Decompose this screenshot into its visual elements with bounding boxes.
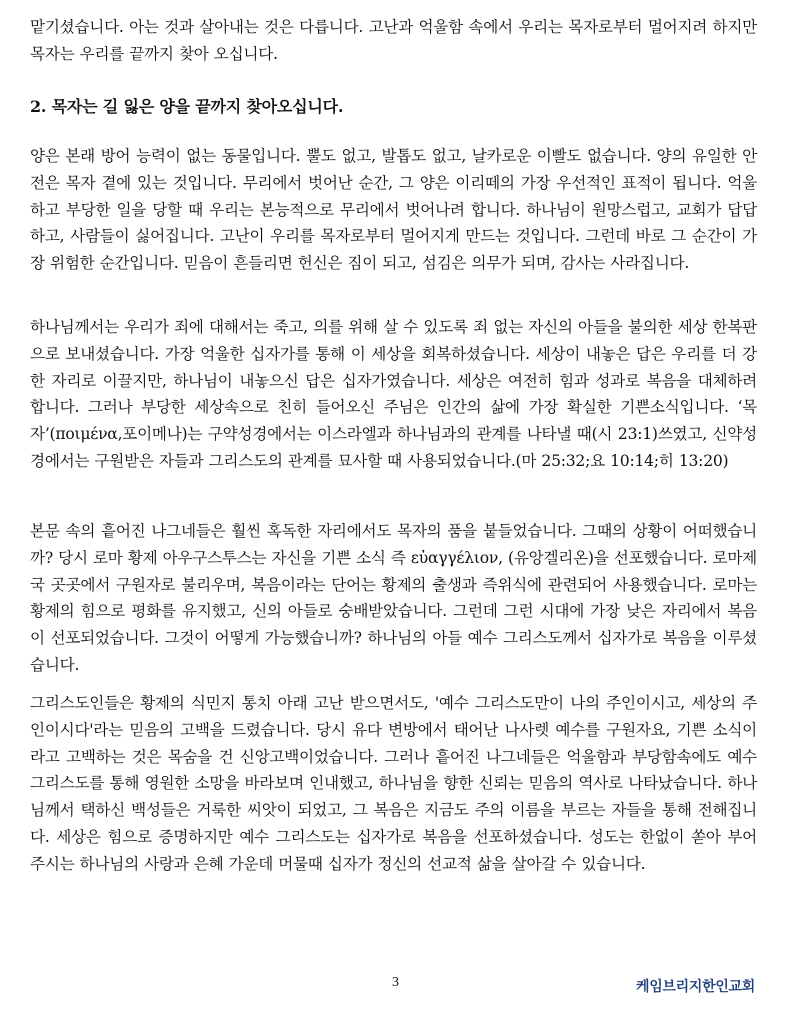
church-name-footer: 케임브리지한인교회 (635, 979, 755, 995)
section-heading-2: 2. 목자는 길 잃은 양을 끝까지 찾아오십니다. (30, 97, 344, 116)
paragraph-2: 양은 본래 방어 능력이 없는 동물입니다. 뿔도 없고, 발톱도 없고, 날카로운 이빨도 없습니다. 양의 유일한 안전은 목자 곁에 있는 것입니다. 무리에서 벗어난 순간, 그 양은 이리떼의 가장 우선적인 표적이 됩니다. 억울하고 부당한 일을 당할 때 우리는 본능적으로 무리에서 벗어나려 합니다. 하나님이 원망스럽고, 교회가 답답하고, 사람들이 싫어집니다. 고난이 우리를 목자로부터 멀어지게 만드는 것입니다. 그런데 바로 그 순간이 가장 위험한 순간입니다. 믿음이 흔들리면 헌신은 짐이 되고, 섬김은 의무가 되며, 감사는 사라집니다. (30, 147, 757, 273)
paragraph-5: 그리스도인들은 황제의 식민지 통치 아래 고난 받으면서도, '예수 그리스도만이 나의 주인이시고, 세상의 주인이시다'라는 믿음의 고백을 드렸습니다. 당시 유다 변방에서 태어난 나사렛 예수를 구원자요, 기쁜 소식이라고 고백하는 것은 목숨을 건 신앙고백이었습니다. 그러나 흩어진 나그네들은 억울함과 부당함속에도 예수 그리스도를 통해 영원한 소망을 바라보며 인내했고, 하나님을 향한 신뢰는 믿음의 역사로 나타났습니다. 하나님께서 택하신 백성들은 거룩한 씨앗이 되었고, 그 복음은 지금도 주의 이름을 부르는 자들을 통해 전해집니다. 세상은 힘으로 증명하지만 예수 그리스도는 십자가로 복음을 선포하셨습니다. 성도는 한없이 쏟아 부어 주시는 하나님의 사랑과 은혜 가운데 머물때 십자가 정신의 선교적 삶을 살아갈 수 있습니다. (30, 694, 757, 873)
paragraph-3: 하나님께서는 우리가 죄에 대해서는 죽고, 의를 위해 살 수 있도록 죄 없는 자신의 아들을 불의한 세상 한복판으로 보내셨습니다. 가장 억울한 십자가를 통해 이 세상을 회복하셨습니다. 세상이 내놓은 답은 우리를 더 강한 자리로 이끌지만, 하나님이 내놓으신 답은 십자가였습니다. 세상은 여전히 힘과 성과로 복음을 대체하려 합니다. 그러나 부당한 세상속으로 친히 들어오신 주님은 인간의 삶에 가장 확실한 기쁜소식입니다. ‘목자’(ποιμένα,포이메나)는 구약성경에서는 이스라엘과 하나님과의 관계를 나타낼 때(시 23:1)쓰였고, 신약성경에서는 구원받은 자들과 그리스도의 관계를 묘사할 때 사용되었습니다.(마 25:32;요 10:14;히 13:20) (30, 318, 757, 470)
page-number: 3 (392, 975, 399, 990)
paragraph-4: 본문 속의 흩어진 나그네들은 훨씬 혹독한 자리에서도 목자의 품을 붙들었습니다. 그때의 상황이 어떠했습니까? 당시 로마 황제 아우구스투스는 자신을 기쁜 소식 즉 εὐαγγέλιον, (유앙겔리온)을 선포했습니다. 로마제국 곳곳에서 구원자로 불리우며, 복음이라는 단어는 황제의 출생과 즉위식에 관련되어 사용했습니다. 로마는 황제의 힘으로 평화를 유지했고, 신의 아들로 숭배받았습니다. 그런데 그런 시대에 가장 낮은 자리에서 복음이 선포되었습니다. 그것이 어떻게 가능했습니까? 하나님의 아들 예수 그리스도께서 십자가로 복음을 이루셨습니다. (30, 522, 757, 674)
paragraph-1: 맡기셨습니다. 아는 것과 살아내는 것은 다릅니다. 고난과 억울함 속에서 우리는 목자로부터 멀어지려 하지만 목자는 우리를 끝까지 찾아 오십니다. (30, 18, 757, 63)
